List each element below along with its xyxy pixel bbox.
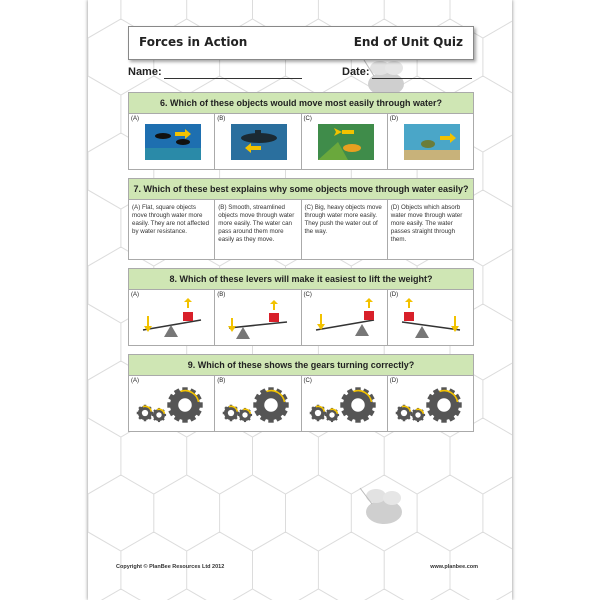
lever-icon <box>223 298 293 342</box>
option-b[interactable] <box>215 376 301 431</box>
sea-turtle-icon <box>404 124 460 160</box>
option-c[interactable] <box>302 376 388 431</box>
option-b[interactable] <box>215 200 301 259</box>
option-label: (C) <box>303 378 312 384</box>
option-d[interactable] <box>388 290 473 345</box>
lever-icon <box>137 298 207 342</box>
lever-icon <box>396 298 466 342</box>
gears-icon <box>308 383 382 429</box>
option-d[interactable] <box>388 200 473 259</box>
option-label: (D) <box>389 378 399 384</box>
option-d[interactable] <box>388 114 473 169</box>
option-a[interactable] <box>129 114 215 169</box>
website-link[interactable]: www.planbee.com <box>430 564 478 570</box>
question-heading: 9. Which of these shows the gears turning correctly? <box>129 355 473 376</box>
option-label: (D) <box>389 116 399 122</box>
date-label: Date: <box>342 66 370 78</box>
option-b[interactable] <box>215 114 301 169</box>
gears-icon <box>135 383 209 429</box>
gears-icon <box>221 383 295 429</box>
option-label: (A) <box>131 116 139 122</box>
option-label: (C) <box>303 116 312 122</box>
gears-icon <box>394 383 468 429</box>
option-label: (A) <box>131 378 139 384</box>
name-field[interactable] <box>164 78 302 79</box>
option-text: (D) Objects which absorb water move through water more easily. The water passes straight through them. <box>390 204 463 243</box>
bee-watermark-icon <box>354 484 414 534</box>
question-heading: 6. Which of these objects would move most easily through water? <box>129 93 473 114</box>
worksheet-page <box>88 0 512 600</box>
option-a[interactable] <box>129 290 215 345</box>
option-label: (A) <box>131 292 139 298</box>
submarine-icon <box>231 124 287 160</box>
option-label: (D) <box>389 292 399 298</box>
date-field[interactable] <box>372 78 472 79</box>
divers-underwater-icon <box>145 124 201 160</box>
option-c[interactable] <box>302 290 388 345</box>
quiz-title: End of Unit Quiz <box>353 35 463 49</box>
option-text: (C) Big, heavy objects move through water more easily. They push the water out of the way. <box>304 204 382 235</box>
option-a[interactable] <box>129 200 215 259</box>
question-8 <box>128 268 474 346</box>
fish-reef-icon <box>318 124 374 160</box>
option-text: (B) Smooth, streamlined objects move through water more easily. The water can pass around them more easily as they move. <box>218 204 295 243</box>
option-a[interactable] <box>129 376 215 431</box>
option-d[interactable] <box>388 376 473 431</box>
unit-title: Forces in Action <box>139 35 248 49</box>
question-9 <box>128 354 474 432</box>
option-text: (A) Flat, square objects move through water more easily. They are not affected by water resistance. <box>132 204 210 235</box>
question-7 <box>128 178 474 260</box>
title-bar <box>128 26 474 60</box>
option-b[interactable] <box>215 290 301 345</box>
question-heading: 8. Which of these levers will make it easiest to lift the weight? <box>129 269 473 290</box>
lever-icon <box>310 298 380 342</box>
question-6 <box>128 92 474 170</box>
option-c[interactable] <box>302 114 388 169</box>
option-label: (B) <box>217 292 226 298</box>
copyright-text: Copyright © PlanBee Resources Ltd 2012 <box>116 564 225 570</box>
option-label: (C) <box>303 292 312 298</box>
option-label: (B) <box>217 378 226 384</box>
name-label: Name: <box>128 66 162 78</box>
option-label: (B) <box>217 116 226 122</box>
question-heading: 7. Which of these best explains why some objects move through water easily? <box>129 179 473 200</box>
option-c[interactable] <box>302 200 388 259</box>
